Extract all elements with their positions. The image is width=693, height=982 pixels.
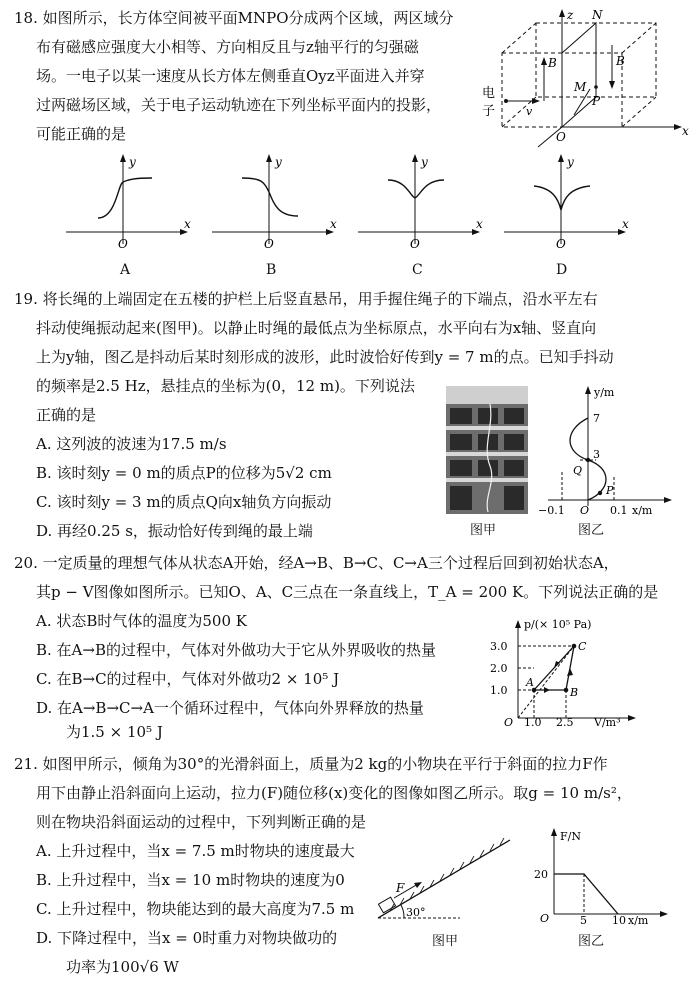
q19-option-a: A. 这列波的波速为17.5 m/s [36, 435, 227, 453]
q21-fig-yi-caption: 图乙 [578, 934, 605, 949]
q19-line-1: 19. 将长绳的上端固定在五楼的护栏上后竖直悬吊，用手握住绳子的下端点，沿水平左右 [14, 290, 598, 308]
q18-option-a-graph [66, 152, 196, 252]
q18-z-label: z [567, 8, 574, 22]
q20-option-a: A. 状态B时气体的温度为500 K [36, 612, 247, 630]
option-d-y-label: y [567, 155, 574, 169]
q19-building-photo [446, 386, 528, 514]
q20-option-c: C. 在B→C的过程中，气体对外做功2 × 10⁵ J [36, 670, 340, 688]
wave-tick-pos: 0.1 [610, 504, 628, 517]
q20-option-d-cont: 为1.5 × 10⁵ J [66, 723, 163, 741]
q19-fig-yi-caption: 图乙 [578, 523, 605, 538]
incline-angle-label: 30° [406, 906, 426, 919]
q20-option-b: B. 在A→B的过程中，气体对外做功大于它从外界吸收的热量 [36, 641, 436, 659]
q20-pv-graph [490, 616, 660, 728]
fx-tick-5: 5 [580, 914, 587, 927]
pv-x-axis-label: V/m³ [594, 716, 621, 729]
fx-origin: O [540, 912, 550, 925]
q19-wave-graph [538, 382, 688, 516]
fx-y-axis-label: F/N [560, 830, 581, 843]
q18-option-c-graph [358, 152, 488, 252]
q21-option-d-cont: 功率为100√6 W [66, 958, 179, 976]
q18-electron-label-1: 电 [482, 86, 496, 101]
pv-tick-1: 1.0 [490, 684, 508, 697]
pv-tick-v25: 2.5 [556, 716, 574, 729]
q18-line-2: 布有磁感应强度大小相等、方向相反且与z轴平行的匀强磁 [36, 38, 419, 56]
q19-line-5: 正确的是 [36, 406, 97, 424]
q19-option-c: C. 该时刻y = 3 m的质点Q向x轴负方向振动 [36, 493, 332, 511]
q19-line-3: 上为y轴，图乙是抖动后某时刻形成的波形，此时波恰好传到y = 7 m的点。已知手抖动 [36, 348, 614, 366]
q21-option-c: C. 上升过程中，物块能达到的最大高度为7.5 m [36, 900, 355, 918]
wave-x-axis-label: x/m [632, 504, 653, 517]
option-b-origin: O [264, 237, 274, 251]
pv-point-c: C [578, 640, 587, 653]
option-c-y-label: y [421, 155, 428, 169]
q20-line-2: 其p − V图像如图所示。已知O、A、C三点在一条直线上，T_A = 200 K。下列说法正确的是 [36, 583, 659, 601]
q19-line-4: 的频率是2.5 Hz，悬挂点的坐标为(0，12 m)。下列说法 [36, 377, 415, 395]
q21-line-1: 21. 如图甲所示，倾角为30°的光滑斜面上，质量为2 kg的小物块在平行于斜面的拉力F作 [14, 755, 608, 773]
q18-option-d-graph [504, 152, 634, 252]
q18-v-label: v [526, 105, 533, 118]
q21-line-3: 则在物块沿斜面运动的过程中，下列判断正确的是 [36, 813, 367, 831]
wave-tick-3: 3 [593, 448, 600, 461]
q18-line-1: 18. 如图所示，长方体空间被平面MNPO分成两个区域，两区域分 [14, 9, 454, 27]
pv-tick-v1: 1.0 [524, 716, 542, 729]
q18-p-label: P [592, 94, 601, 108]
q18-m-label: M [574, 80, 587, 94]
pv-origin: O [504, 716, 514, 729]
option-c-origin: O [410, 237, 420, 251]
q19-option-d: D. 再经0.25 s，振动恰好传到绳的最上端 [36, 522, 313, 540]
fx-x-axis-label: x/m [628, 914, 649, 927]
q19-line-2: 抖动使绳振动起来(图甲)。以静止时绳的最低点为坐标原点，水平向右为x轴、竖直向 [36, 319, 597, 337]
q21-fig-jia-caption: 图甲 [432, 934, 459, 949]
q19-fig-jia-caption: 图甲 [470, 523, 497, 538]
wave-point-p: P [606, 484, 614, 497]
q20-line-1: 20. 一定质量的理想气体从状态A开始，经A→B、B→C、C→A三个过程后回到初始状态A， [14, 554, 619, 572]
wave-origin: O [580, 504, 590, 517]
q18-n-label: N [592, 8, 603, 22]
pv-tick-3: 3.0 [490, 640, 508, 653]
q18-b2-label: B [616, 54, 625, 68]
option-c-label: C [412, 262, 423, 278]
option-d-origin: O [556, 237, 566, 251]
q18-box-figure [478, 5, 688, 145]
q18-b1-label: B [548, 56, 557, 70]
option-a-y-label: y [129, 155, 136, 169]
wave-point-q: Q [573, 464, 583, 477]
option-b-label: B [266, 262, 277, 278]
q18-line-4: 过两磁场区域，关于电子运动轨迹在下列坐标平面内的投影， [36, 96, 442, 114]
option-a-x-label: x [184, 217, 191, 231]
q18-line-5: 可能正确的是 [36, 125, 127, 143]
pv-tick-2: 2.0 [490, 662, 508, 675]
wave-y-axis-label: y/m [594, 386, 615, 399]
q21-fx-graph [532, 826, 682, 926]
pv-point-b: B [570, 686, 579, 699]
wave-tick-7: 7 [593, 412, 600, 425]
q18-x-label: x [682, 124, 689, 138]
q18-electron-label-2: 子 [482, 104, 496, 119]
q18-o-label: O [556, 130, 566, 144]
fx-tick-10: 10 [612, 914, 626, 927]
incline-force-label: F [396, 881, 405, 895]
option-a-origin: O [118, 237, 128, 251]
q20-option-d: D. 在A→B→C→A一个循环过程中，气体向外界释放的热量 [36, 699, 424, 717]
wave-tick-neg: −0.1 [538, 504, 565, 517]
option-a-label: A [120, 262, 131, 278]
q19-option-b: B. 该时刻y = 0 m的质点P的位移为5√2 cm [36, 464, 332, 482]
q18-option-b-graph [212, 152, 342, 252]
q21-option-b: B. 上升过程中，当x = 10 m时物块的速度为0 [36, 871, 345, 889]
q21-line-2: 用下由静止沿斜面向上运动，拉力(F)随位移(x)变化的图像如图乙所示。取g = 10 m/s²， [36, 784, 632, 802]
q21-option-d: D. 下降过程中，当x = 0时重力对物块做功的 [36, 929, 338, 947]
option-d-x-label: x [622, 217, 629, 231]
q21-option-a: A. 上升过程中，当x = 7.5 m时物块的速度最大 [36, 842, 355, 860]
option-c-x-label: x [476, 217, 483, 231]
q21-incline-figure [370, 830, 518, 926]
pv-point-a: A [526, 676, 534, 689]
option-b-y-label: y [275, 155, 282, 169]
option-b-x-label: x [330, 217, 337, 231]
option-d-label: D [556, 262, 568, 278]
fx-tick-20: 20 [534, 868, 548, 881]
pv-y-axis-label: p/(× 10⁵ Pa) [524, 618, 592, 631]
q18-line-3: 场。一电子以某一速度从长方体左侧垂直Oyz平面进入并穿 [36, 67, 425, 85]
